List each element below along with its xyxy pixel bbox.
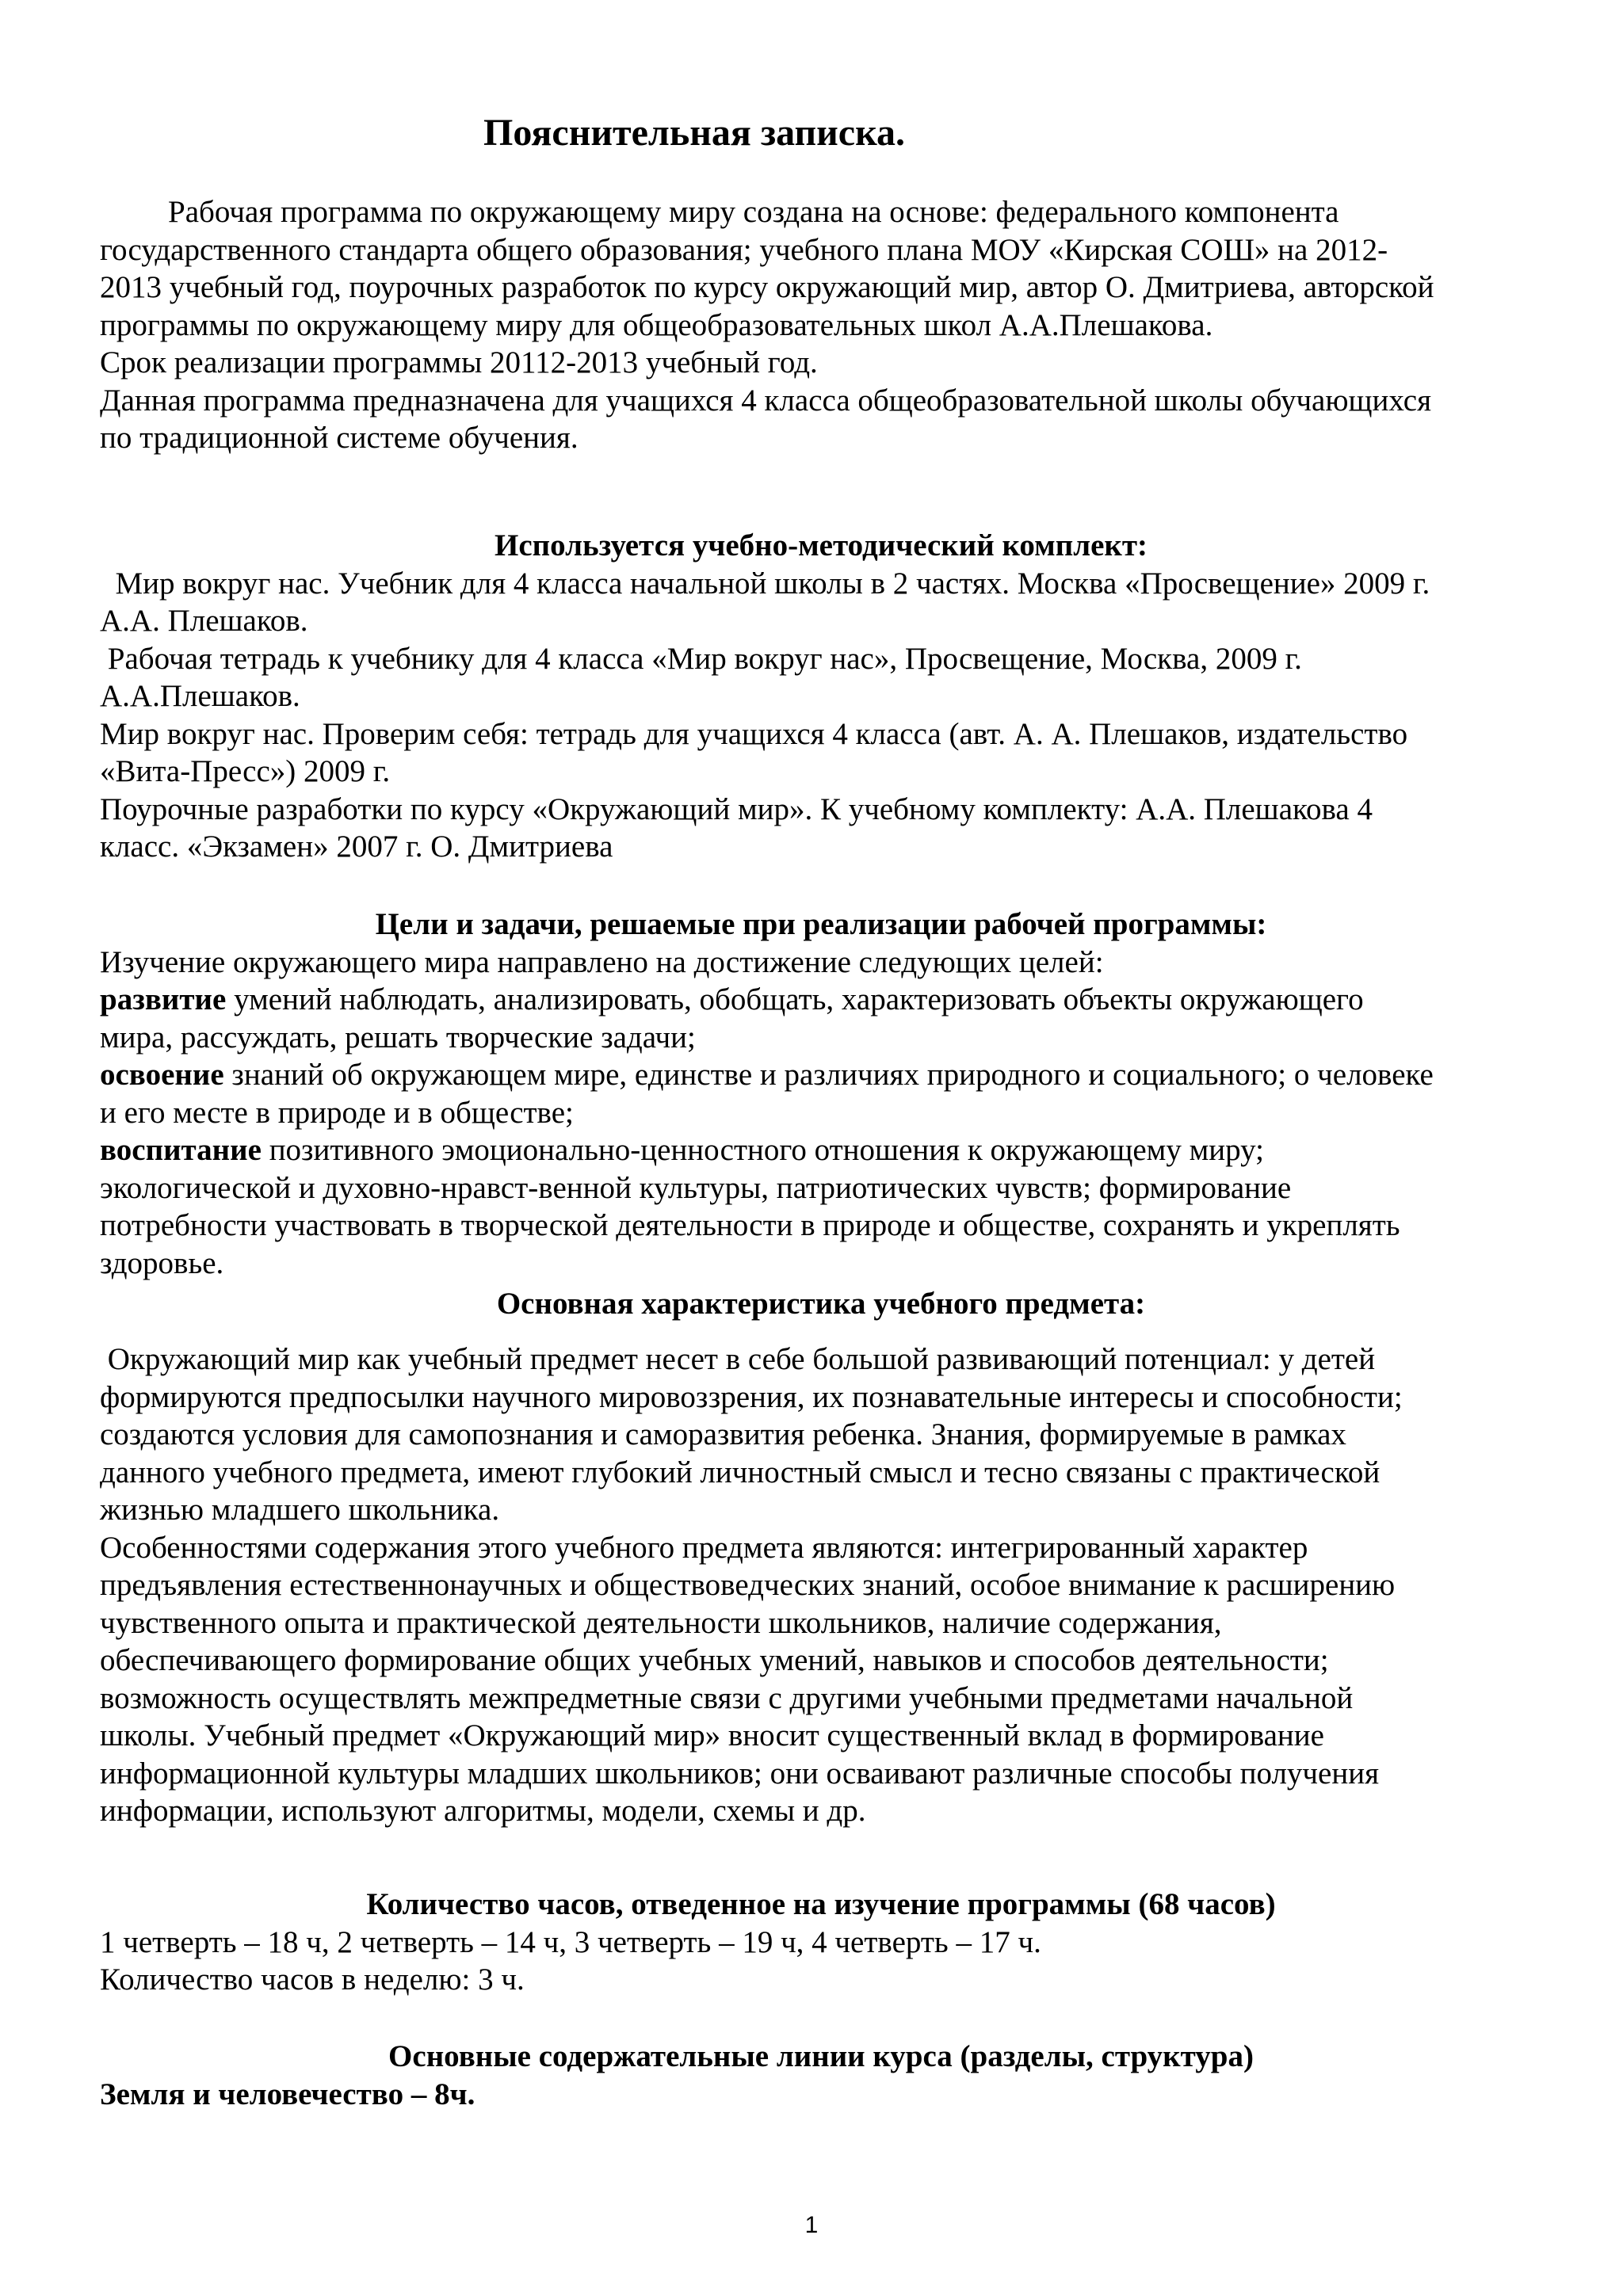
intro-line: государственного стандарта общего образования; учебного плана МОУ «Кирская СОШ» на 2012- (100, 232, 1388, 267)
hours-weekly-line: Количество часов в неделю: 3 ч. (100, 1962, 525, 1997)
characteristics-line: создаются условия для самопознания и саморазвития ребенка. Знания, формируемые в рамках (100, 1417, 1346, 1451)
characteristics-line: данного учебного предмета, имеют глубокий личностный смысл и тесно связаны с практической (100, 1455, 1381, 1489)
goal-upbringing (100, 1131, 1542, 1169)
characteristics-line: информационной культуры младших школьников; они осваивают различные способы получения (100, 1756, 1380, 1791)
characteristics-line: Особенностями содержания этого учебного предмета являются: интегрированный характер (100, 1530, 1308, 1565)
intro-line: по традиционной системе обучения. (100, 421, 579, 455)
umk-section (100, 527, 1542, 866)
umk-heading: Используется учебно-методический комплект: (494, 528, 1148, 563)
umk-line: Поурочные разработки по курсу «Окружающий мир». К учебному комплекту: А.А. Плешакова 4 (100, 791, 1373, 826)
umk-line: «Вита-Пресс») 2009 г. (100, 754, 391, 788)
intro-line: Рабочая программа по окружающему миру создана на основе: федерального компонента (168, 195, 1339, 229)
intro-line: Срок реализации программы 20112-2013 учебный год. (100, 345, 818, 379)
umk-line: Мир вокруг нас. Учебник для 4 класса начальной школы в 2 частях. Москва «Просвещение» 2009 г. (100, 566, 1430, 601)
umk-line: А.А. Плешаков. (100, 604, 308, 638)
goal-upbringing-line4: здоровье. (100, 1245, 224, 1280)
intro-line: программы по окружающему миру для общеобразовательных школ А.А.Плешакова. (100, 307, 1213, 342)
page-number: 1 (804, 2212, 819, 2238)
goal-upbringing-term: воспитание (100, 1133, 262, 1167)
goals-intro-line: Изучение окружающего мира направлено на достижение следующих целей: (100, 944, 1104, 979)
characteristics-line: обеспечивающего формирование общих учебных умений, навыков и способов деятельности; (100, 1643, 1329, 1677)
hours-quarters-line: 1 четверть – 18 ч, 2 четверть – 14 ч, 3 четверть – 19 ч, 4 четверть – 17 ч. (100, 1924, 1041, 1959)
characteristics-line: возможность осуществлять межпредметные связи с другими учебными предметами начальной (100, 1680, 1354, 1715)
umk-line: А.А.Плешаков. (100, 679, 300, 713)
goal-development-term: развитие (100, 982, 227, 1016)
goal-upbringing-text: позитивного эмоционально-ценностного отношения к окружающему миру; (261, 1133, 1264, 1167)
characteristics-line: школы. Учебный предмет «Окружающий мир» вносит существенный вклад в формирование (100, 1718, 1324, 1753)
goal-mastery-term: освоение (100, 1058, 224, 1092)
goals-heading: Цели и задачи, решаемые при реализации рабочей программы: (375, 907, 1267, 941)
content-section (100, 2038, 1542, 2113)
characteristics-text (100, 1341, 1542, 1830)
goal-mastery-line2: и его месте в природе и в обществе; (100, 1095, 574, 1130)
intro-line: Данная программа предназначена для учащихся 4 класса общеобразовательной школы обучающихся (100, 383, 1432, 418)
goal-upbringing-line3: потребности участвовать в творческой деятельности в природе и обществе, сохранять и укреплять (100, 1208, 1400, 1242)
characteristics-heading: Основная характеристика учебного предмета: (496, 1287, 1146, 1321)
goal-development-text: умений наблюдать, анализировать, обобщать, характеризовать объекты окружающего (226, 982, 1364, 1016)
intro-line: 2013 учебный год, поурочных разработок по курсу окружающий мир, автор О. Дмитриева, авторской (100, 270, 1434, 304)
goals-section (100, 906, 1542, 1282)
characteristics-line: предъявления естественнонаучных и обществоведческих знаний, особое внимание к расширению (100, 1568, 1396, 1602)
umk-line: Рабочая тетрадь к учебнику для 4 класса «Мир вокруг нас», Просвещение, Москва, 2009 г. (100, 641, 1302, 676)
content-section-1: Земля и человечество – 8ч. (100, 2077, 475, 2111)
goal-mastery (100, 1056, 1542, 1094)
characteristics-line: чувственного опыта и практической деятельности школьников, наличие содержания, (100, 1605, 1222, 1640)
content-heading: Основные содержательные линии курса (разделы, структура) (388, 2039, 1254, 2073)
goal-mastery-text: знаний об окружающем мире, единстве и различиях природного и социального; о человеке (223, 1058, 1434, 1092)
intro-paragraph (100, 193, 1542, 457)
umk-line: класс. «Экзамен» 2007 г. О. Дмитриева (100, 830, 613, 864)
characteristics-line: информации, используют алгоритмы, модели, схемы и др. (100, 1794, 866, 1828)
characteristics-line: Окружающий мир как учебный предмет несет в себе большой развивающий потенциал: у детей (100, 1342, 1376, 1376)
umk-line: Мир вокруг нас. Проверим себя: тетрадь для учащихся 4 класса (авт. А. А. Плешаков, издательство (100, 716, 1408, 751)
hours-section (100, 1886, 1542, 1999)
page-title: Пояснительная записка. (483, 112, 906, 154)
hours-heading: Количество часов, отведенное на изучение программы (68 часов) (366, 1887, 1276, 1921)
characteristics-line: формируются предпосылки научного мировоззрения, их познавательные интересы и способности; (100, 1379, 1403, 1414)
goal-development-line2: мира, рассуждать, решать творческие задачи; (100, 1020, 696, 1055)
goal-development (100, 981, 1542, 1019)
goal-upbringing-line2: экологической и духовно-нравст-венной культуры, патриотических чувств; формирование (100, 1170, 1292, 1205)
characteristics-line: жизнью младшего школьника. (100, 1493, 500, 1527)
